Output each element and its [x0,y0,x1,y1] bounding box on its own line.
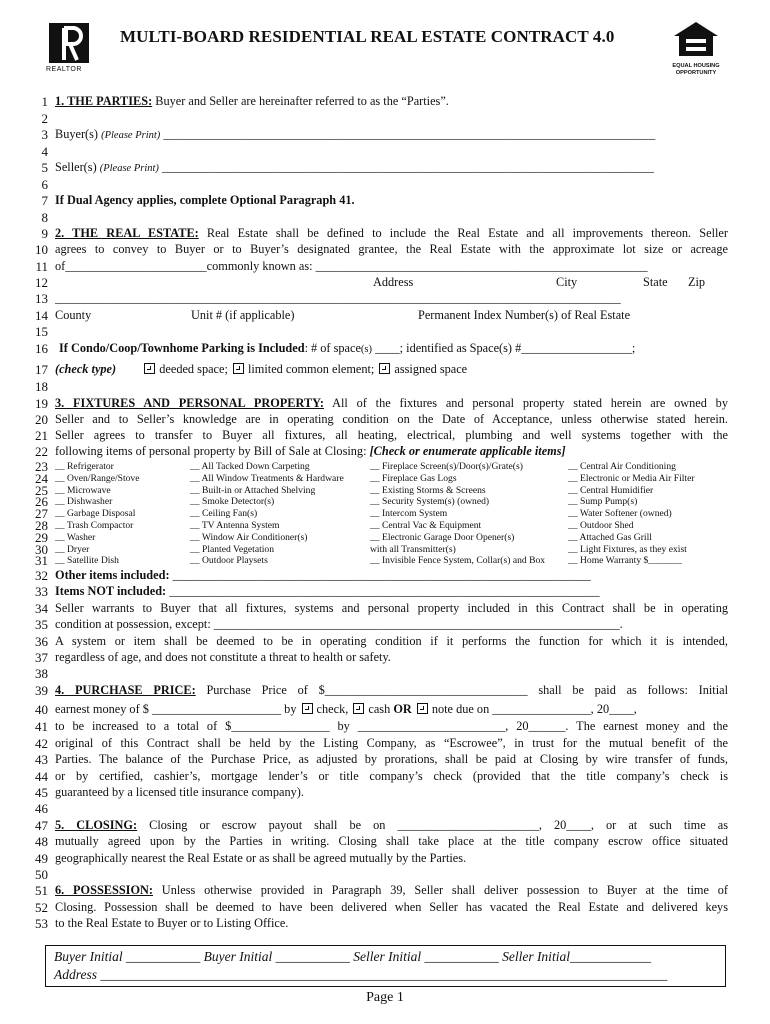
exceptions-field[interactable]: condition at possession, except: __________________________________________________________________. [55,617,623,631]
purchase-price-field[interactable]: Purchase Price of $_________________________________ shall be paid as follows: Initial [195,683,728,697]
fixture-item[interactable]: __ Outdoor Shed [568,519,634,531]
line-17: 17 (check type) deeded space; limited common element; assigned space [35,362,468,377]
realtor-logo-text: REALTOR [46,66,82,73]
fixture-item[interactable]: __ Central Humidifier [568,484,654,496]
earnest-total-field[interactable]: to be increased to a total of $________________ by ________________________, 20______. The earnest money and the [55,719,728,733]
line-number: 27 [35,506,48,522]
fixture-item[interactable]: __ Security System(s) (owned) [370,496,490,508]
fixture-item[interactable]: __ TV Antenna System [190,519,280,531]
line-19: 19 3. FIXTURES AND PERSONAL PROPERTY: All of the fixtures and personal property stated herein are owned by [35,396,728,411]
initials-fields[interactable]: Buyer Initial ___________ Buyer Initial ___________ Seller Initial ___________ Seller Initial____________ [54,949,651,964]
fixture-item[interactable]: __ Invisible Fence System, Collar(s) and Box [370,555,546,567]
fixture-item[interactable]: __ Home Warranty $_______ [568,555,682,567]
fixture-item[interactable]: __ All Window Treatments & Hardware [190,472,344,484]
line-number: 29 [35,529,48,545]
fixture-item[interactable]: __ Fireplace Screen(s)/Door(s)/Grate(s) [370,461,523,472]
fixture-item[interactable]: __ Refrigerator [55,461,114,472]
line-number: 26 [35,494,48,510]
fixture-item[interactable]: __ Satellite Dish [55,555,119,567]
line-number: 24 [35,470,48,486]
fixture-item[interactable]: __ Ceiling Fan(s) [190,508,258,520]
fixture-item[interactable]: __ Microwave [55,484,111,496]
check-checkbox[interactable] [302,703,313,714]
fixture-item[interactable]: __ Garbage Disposal [55,508,136,520]
section-5-heading: 5. CLOSING: [55,818,138,832]
line-51: 51 6. POSSESSION: Unless otherwise provided in Paragraph 39, Seller shall deliver possession to Buyer at the time of [35,883,728,898]
initials-box [45,945,726,987]
fixture-item[interactable]: __ Fireplace Gas Logs [370,472,457,484]
deeded-space-checkbox[interactable] [144,363,155,374]
buyer-name-field[interactable]: ________________________________________________________________________________ [160,127,656,141]
fixture-item[interactable]: with all Transmitter(s) [370,543,456,555]
fixture-item[interactable]: __ Electronic or Media Air Filter [568,472,695,484]
realtor-logo-icon [48,22,90,64]
other-items-field[interactable]: ____________________________________________________________________ [169,568,591,582]
items-not-included-field[interactable]: ______________________________________________________________________ [166,584,600,598]
line-9: 9 2. THE REAL ESTATE: Real Estate shall be defined to include the Real Estate and all improvements thereon. Seller [41,226,728,241]
line-39: 39 4. PURCHASE PRICE: Purchase Price of $_________________________________ shall be paid as follows: Initial [35,683,728,698]
fixture-item[interactable]: __ Water Softener (owned) [568,508,672,520]
limited-common-element-checkbox[interactable] [233,363,244,374]
section-2-heading: 2. THE REAL ESTATE: [55,226,199,240]
fixture-item[interactable]: __ Attached Gas Grill [568,531,652,543]
dual-agency-note: If Dual Agency applies, complete Optional Paragraph 41. [55,193,355,207]
equal-housing-logo [668,20,724,76]
note-checkbox[interactable] [417,703,428,714]
fixture-item[interactable]: __ Window Air Conditioner(s) [190,531,308,543]
eho-text-2: OPPORTUNITY [675,69,717,76]
line-3: 3 Buyer(s) (Please Print) ________________________________________________________________________________ [41,127,656,142]
county-pin-field[interactable]: ____________________________________________________________________________________________ [55,291,621,305]
fixture-item[interactable]: __ All Tacked Down Carpeting [190,461,310,472]
fixture-item[interactable]: __ Existing Storms & Screens [370,484,486,496]
line-22: 22 following items of personal property by Bill of Sale at Closing: [Check or enumerate applicable items] [35,444,566,459]
line-1: 1 1. THE PARTIES: Buyer and Seller are hereinafter referred to as the “Parties”. [41,94,449,109]
line-number: 30 [35,541,48,557]
line-16: 16 If Condo/Coop/Townhome Parking is Included: # of space(s) ____; identified as Space(s) #__________________; [35,341,636,356]
line-10: 10 agrees to convey to Buyer or to Buyer’s designated grantee, the Real Estate with the approximate lot size or acreage [35,242,728,257]
fixture-item[interactable]: __ Dryer [55,543,90,555]
line-number: 28 [35,517,48,533]
fixture-item[interactable]: __ Central Air Conditioning [568,461,676,472]
line-number: 25 [35,482,48,498]
assigned-space-checkbox[interactable] [379,363,390,374]
real-estate-address-field[interactable]: of_______________________commonly known as: ______________________________________________________ [55,259,648,273]
line-40: 40 earnest money of $ _____________________ by check, cash OR note due on ________________, 20____, [35,702,637,717]
section-4-heading: 4. PURCHASE PRICE: [55,683,196,697]
fixture-item[interactable]: __ Trash Compactor [55,519,134,531]
line-number: 31 [35,553,48,569]
fixture-item[interactable]: __ Built-in or Attached Shelving [190,484,316,496]
fixture-item[interactable]: __ Smoke Detector(s) [190,496,275,508]
eho-text-1: EQUAL HOUSING [672,63,720,69]
equal-housing-icon [668,20,724,58]
line-47: 47 5. CLOSING: Closing or escrow payout shall be on _______________________, 20____, or at such time as [35,818,728,833]
section-1-heading: 1. THE PARTIES: [55,94,153,108]
line-5: 5 Seller(s) (Please Print) ________________________________________________________________________________ [41,160,654,175]
earnest-money-field[interactable]: earnest money of $ _____________________ by [55,702,297,716]
fixture-item[interactable]: __ Electronic Garage Door Opener(s) [370,531,515,543]
closing-date-field[interactable]: Closing or escrow payout shall be on _______________________, 20____, or at such time as [137,818,728,832]
section-6-heading: 6. POSSESSION: [55,883,153,897]
seller-name-field[interactable]: ________________________________________________________________________________ [158,160,654,174]
fixture-item[interactable]: __ Light Fixtures, as they exist [568,543,687,555]
fixture-item[interactable]: __ Washer [55,531,96,543]
line-33: 33 Items NOT included: ______________________________________________________________________ [35,584,600,599]
line-number: 23 [35,459,48,474]
address-field[interactable]: Address ____________________________________________________________________________________ [54,967,668,982]
fixture-item[interactable]: __ Sump Pump(s) [568,496,638,508]
fixture-item[interactable]: __ Intercom System [370,508,448,520]
fixture-item[interactable]: __ Outdoor Playsets [190,555,268,567]
line-12: 12 Address City State Zip [35,275,706,290]
line-11[interactable]: 11 of_______________________commonly known as: ______________________________________________________ [28,258,728,275]
line-13[interactable]: 13 ____________________________________________________________________________________________ [28,290,728,307]
section-3-heading: 3. FIXTURES AND PERSONAL PROPERTY: [55,396,324,410]
fixture-item[interactable]: __ Central Vac & Equipment [370,519,482,531]
cash-checkbox[interactable] [353,703,364,714]
fixture-item[interactable]: __ Oven/Range/Stove [55,472,140,484]
line-14: 14 County Unit # (if applicable) Permanent Index Number(s) of Real Estate [35,308,631,323]
document-title: MULTI-BOARD RESIDENTIAL REAL ESTATE CONTRACT 4.0 [120,27,615,46]
fixture-item[interactable]: __ Dishwasher [55,496,113,508]
parking-space-field[interactable]: ____; identified as Space(s) #__________________; [372,341,636,355]
line-32: 32 Other items included: ____________________________________________________________________ [35,568,591,583]
line-7: 7 If Dual Agency applies, complete Optional Paragraph 41. [28,192,728,209]
page-number: Page 1 [366,990,404,1005]
fixture-item[interactable]: __ Planted Vegetation [190,543,275,555]
